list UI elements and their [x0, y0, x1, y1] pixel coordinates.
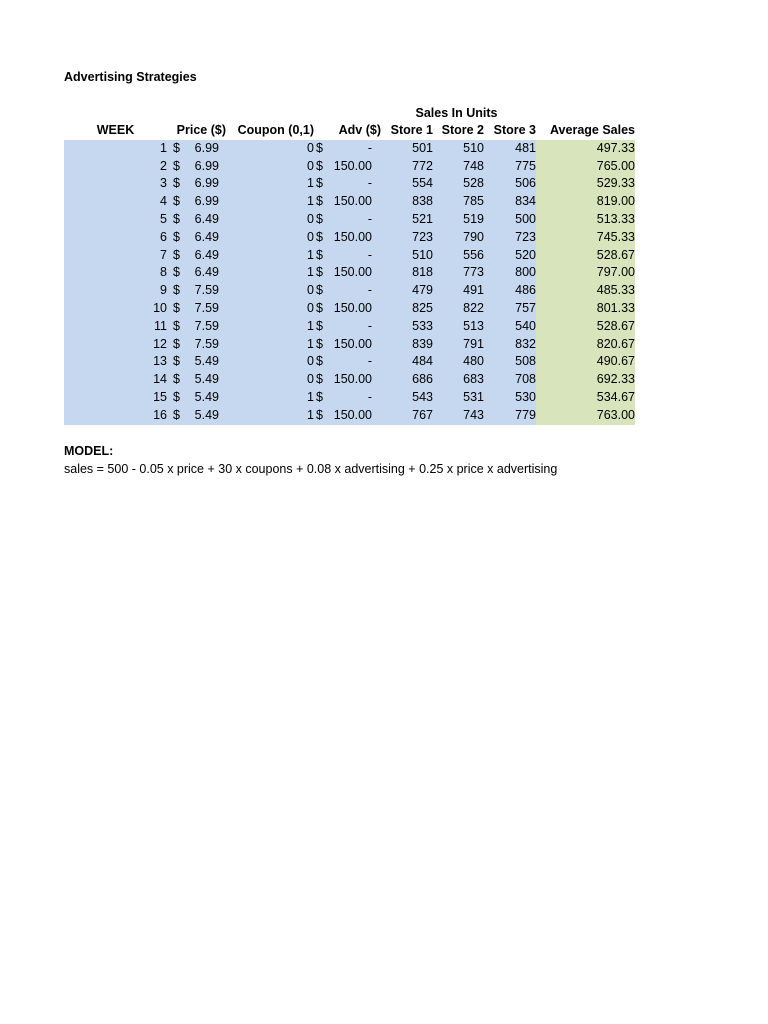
- store-3-cell[interactable]: 520: [484, 247, 536, 265]
- price-cell[interactable]: [167, 389, 226, 407]
- price-cell[interactable]: [167, 371, 226, 389]
- average-sales-cell[interactable]: 801.33: [536, 300, 635, 318]
- store-2-cell[interactable]: 531: [433, 389, 484, 407]
- store-3-cell[interactable]: 832: [484, 336, 536, 354]
- store-2-cell[interactable]: 785: [433, 193, 484, 211]
- store-2-cell[interactable]: 791: [433, 336, 484, 354]
- currency-symbol: $: [316, 300, 323, 315]
- average-sales-cell[interactable]: 534.67: [536, 389, 635, 407]
- adv-cell-value: -: [367, 354, 372, 369]
- adv-cell[interactable]: [314, 247, 381, 265]
- currency-symbol: $: [316, 247, 323, 262]
- store-1-cell[interactable]: 723: [381, 229, 433, 247]
- table-row: [64, 282, 635, 300]
- average-sales-cell[interactable]: 797.00: [536, 264, 635, 282]
- adv-cell[interactable]: [314, 193, 381, 211]
- week-cell[interactable]: 6: [64, 229, 167, 247]
- price-cell[interactable]: [167, 211, 226, 229]
- table-row: [64, 407, 635, 425]
- average-sales-cell[interactable]: 485.33: [536, 282, 635, 300]
- currency-symbol: $: [173, 336, 180, 351]
- store-3-cell[interactable]: 834: [484, 193, 536, 211]
- table-body: [64, 140, 635, 425]
- currency-symbol: $: [316, 140, 323, 155]
- coupon-cell[interactable]: 0: [226, 158, 314, 176]
- coupon-cell[interactable]: 1: [226, 247, 314, 265]
- average-sales-cell[interactable]: 490.67: [536, 353, 635, 371]
- store-2-cell[interactable]: 683: [433, 371, 484, 389]
- price-cell-value: 6.49: [194, 265, 219, 280]
- price-cell-value: 5.49: [194, 354, 219, 369]
- sales-in-units-header: Sales In Units: [415, 106, 498, 120]
- store-2-cell[interactable]: 743: [433, 407, 484, 425]
- store-2-cell[interactable]: 748: [433, 158, 484, 176]
- store-2-cell[interactable]: 822: [433, 300, 484, 318]
- store-1-cell[interactable]: 839: [381, 336, 433, 354]
- coupon-cell[interactable]: 1: [226, 407, 314, 425]
- store-2-cell[interactable]: 790: [433, 229, 484, 247]
- store-1-cell[interactable]: 825: [381, 300, 433, 318]
- currency-symbol: $: [316, 354, 323, 369]
- price-cell-value: 7.59: [194, 336, 219, 351]
- adv-cell-value: -: [367, 211, 372, 226]
- store-3-cell[interactable]: 506: [484, 175, 536, 193]
- column-header-store-1[interactable]: Store 1: [381, 122, 433, 140]
- week-cell[interactable]: 3: [64, 175, 167, 193]
- table-row: [64, 158, 635, 176]
- currency-symbol: $: [173, 247, 180, 262]
- column-header-price[interactable]: Price ($): [167, 122, 226, 140]
- average-sales-cell[interactable]: 819.00: [536, 193, 635, 211]
- week-cell[interactable]: 7: [64, 247, 167, 265]
- advertising-table: [64, 122, 635, 425]
- average-sales-cell[interactable]: 529.33: [536, 175, 635, 193]
- currency-symbol: $: [316, 194, 323, 209]
- sheet-title: Advertising Strategies: [64, 70, 197, 84]
- average-sales-cell[interactable]: 745.33: [536, 229, 635, 247]
- price-cell[interactable]: [167, 353, 226, 371]
- store-1-cell[interactable]: 479: [381, 282, 433, 300]
- store-2-cell[interactable]: 528: [433, 175, 484, 193]
- adv-cell-value: -: [367, 140, 372, 155]
- store-3-cell[interactable]: 540: [484, 318, 536, 336]
- table-row: [64, 247, 635, 265]
- price-cell-value: 7.59: [194, 283, 219, 298]
- adv-cell[interactable]: [314, 140, 381, 158]
- price-cell[interactable]: [167, 193, 226, 211]
- currency-symbol: $: [173, 176, 180, 191]
- table-row: [64, 211, 635, 229]
- table-row: [64, 389, 635, 407]
- price-cell[interactable]: [167, 264, 226, 282]
- adv-cell[interactable]: [314, 175, 381, 193]
- coupon-cell[interactable]: 0: [226, 282, 314, 300]
- column-header-average-sales[interactable]: Average Sales: [536, 122, 635, 140]
- price-cell[interactable]: [167, 282, 226, 300]
- adv-cell-value: -: [367, 247, 372, 262]
- currency-symbol: $: [316, 336, 323, 351]
- coupon-cell[interactable]: 0: [226, 229, 314, 247]
- average-sales-cell[interactable]: 692.33: [536, 371, 635, 389]
- table-row: [64, 371, 635, 389]
- price-cell[interactable]: [167, 407, 226, 425]
- average-sales-cell[interactable]: 513.33: [536, 211, 635, 229]
- adv-cell[interactable]: [314, 336, 381, 354]
- week-cell[interactable]: 15: [64, 389, 167, 407]
- adv-cell[interactable]: [314, 407, 381, 425]
- store-3-cell[interactable]: 775: [484, 158, 536, 176]
- table-row: [64, 193, 635, 211]
- store-3-cell[interactable]: 757: [484, 300, 536, 318]
- week-cell[interactable]: 1: [64, 140, 167, 158]
- model-equation: sales = 500 - 0.05 x price + 30 x coupons + 0.08 x advertising + 0.25 x price x advertising: [64, 462, 558, 476]
- store-3-cell[interactable]: 500: [484, 211, 536, 229]
- store-3-cell[interactable]: 779: [484, 407, 536, 425]
- adv-cell-value: 150.00: [333, 265, 372, 280]
- currency-symbol: $: [173, 229, 180, 244]
- store-1-cell[interactable]: 510: [381, 247, 433, 265]
- adv-cell-value: 150.00: [333, 158, 372, 173]
- table-row: [64, 229, 635, 247]
- price-cell[interactable]: [167, 175, 226, 193]
- week-cell[interactable]: 4: [64, 193, 167, 211]
- week-cell[interactable]: 9: [64, 282, 167, 300]
- week-cell[interactable]: 12: [64, 336, 167, 354]
- average-sales-cell[interactable]: 765.00: [536, 158, 635, 176]
- store-3-cell[interactable]: 708: [484, 371, 536, 389]
- price-cell-value: 6.49: [194, 247, 219, 262]
- coupon-cell[interactable]: 1: [226, 264, 314, 282]
- store-1-cell[interactable]: 484: [381, 353, 433, 371]
- week-cell[interactable]: 14: [64, 371, 167, 389]
- currency-symbol: $: [316, 229, 323, 244]
- store-1-cell[interactable]: 521: [381, 211, 433, 229]
- store-3-cell[interactable]: 486: [484, 282, 536, 300]
- table-row: [64, 264, 635, 282]
- currency-symbol: $: [316, 283, 323, 298]
- store-2-cell[interactable]: 773: [433, 264, 484, 282]
- currency-symbol: $: [173, 158, 180, 173]
- price-cell-value: 7.59: [194, 318, 219, 333]
- store-1-cell[interactable]: 767: [381, 407, 433, 425]
- price-cell-value: 6.99: [194, 194, 219, 209]
- store-2-cell[interactable]: 519: [433, 211, 484, 229]
- week-cell[interactable]: 2: [64, 158, 167, 176]
- adv-cell[interactable]: [314, 353, 381, 371]
- currency-symbol: $: [316, 265, 323, 280]
- adv-cell[interactable]: [314, 158, 381, 176]
- store-1-cell[interactable]: 686: [381, 371, 433, 389]
- store-2-cell[interactable]: 513: [433, 318, 484, 336]
- price-cell-value: 7.59: [194, 300, 219, 315]
- average-sales-cell[interactable]: 763.00: [536, 407, 635, 425]
- adv-cell-value: 150.00: [333, 300, 372, 315]
- store-1-cell[interactable]: 772: [381, 158, 433, 176]
- week-cell[interactable]: 10: [64, 300, 167, 318]
- currency-symbol: $: [173, 318, 180, 333]
- adv-cell-value: 150.00: [333, 372, 372, 387]
- adv-cell[interactable]: [314, 318, 381, 336]
- price-cell-value: 6.99: [194, 158, 219, 173]
- column-header-week[interactable]: WEEK: [64, 122, 167, 140]
- column-header-store-3[interactable]: Store 3: [484, 122, 536, 140]
- store-2-cell[interactable]: 491: [433, 282, 484, 300]
- store-1-cell[interactable]: 501: [381, 140, 433, 158]
- adv-cell-value: 150.00: [333, 229, 372, 244]
- currency-symbol: $: [316, 176, 323, 191]
- price-cell[interactable]: [167, 247, 226, 265]
- coupon-cell[interactable]: 1: [226, 175, 314, 193]
- table-row: [64, 353, 635, 371]
- price-cell-value: 6.49: [194, 229, 219, 244]
- coupon-cell[interactable]: 1: [226, 193, 314, 211]
- table-row: [64, 300, 635, 318]
- store-1-cell[interactable]: 818: [381, 264, 433, 282]
- adv-cell-value: -: [367, 389, 372, 404]
- adv-cell[interactable]: [314, 300, 381, 318]
- currency-symbol: $: [173, 140, 180, 155]
- week-cell[interactable]: 16: [64, 407, 167, 425]
- store-2-cell[interactable]: 510: [433, 140, 484, 158]
- table-row: [64, 318, 635, 336]
- currency-symbol: $: [316, 318, 323, 333]
- store-1-cell[interactable]: 838: [381, 193, 433, 211]
- price-cell-value: 5.49: [194, 407, 219, 422]
- price-cell[interactable]: [167, 158, 226, 176]
- price-cell[interactable]: [167, 300, 226, 318]
- average-sales-cell[interactable]: 528.67: [536, 318, 635, 336]
- price-cell[interactable]: [167, 229, 226, 247]
- currency-symbol: $: [173, 389, 180, 404]
- coupon-cell[interactable]: 1: [226, 336, 314, 354]
- store-1-cell[interactable]: 533: [381, 318, 433, 336]
- currency-symbol: $: [173, 372, 180, 387]
- currency-symbol: $: [316, 389, 323, 404]
- coupon-cell[interactable]: 0: [226, 371, 314, 389]
- column-header-store-2[interactable]: Store 2: [433, 122, 484, 140]
- week-cell[interactable]: 11: [64, 318, 167, 336]
- average-sales-cell[interactable]: 528.67: [536, 247, 635, 265]
- store-3-cell[interactable]: 508: [484, 353, 536, 371]
- table-row: [64, 336, 635, 354]
- currency-symbol: $: [173, 194, 180, 209]
- week-cell[interactable]: 13: [64, 353, 167, 371]
- coupon-cell[interactable]: 1: [226, 318, 314, 336]
- column-header-adv[interactable]: Adv ($): [314, 122, 381, 140]
- table-header-row: [64, 122, 635, 140]
- adv-cell-value: 150.00: [333, 407, 372, 422]
- adv-cell[interactable]: [314, 389, 381, 407]
- store-3-cell[interactable]: 530: [484, 389, 536, 407]
- currency-symbol: $: [316, 407, 323, 422]
- adv-cell-value: -: [367, 176, 372, 191]
- adv-cell-value: -: [367, 283, 372, 298]
- store-3-cell[interactable]: 723: [484, 229, 536, 247]
- price-cell-value: 5.49: [194, 372, 219, 387]
- store-1-cell[interactable]: 554: [381, 175, 433, 193]
- coupon-cell[interactable]: 1: [226, 389, 314, 407]
- week-cell[interactable]: 5: [64, 211, 167, 229]
- store-2-cell[interactable]: 480: [433, 353, 484, 371]
- adv-cell-value: -: [367, 318, 372, 333]
- currency-symbol: $: [173, 354, 180, 369]
- adv-cell-value: 150.00: [333, 194, 372, 209]
- coupon-cell[interactable]: 0: [226, 300, 314, 318]
- adv-cell[interactable]: [314, 282, 381, 300]
- average-sales-cell[interactable]: 497.33: [536, 140, 635, 158]
- price-cell-value: 6.49: [194, 211, 219, 226]
- table-row: [64, 175, 635, 193]
- adv-cell-value: 150.00: [333, 336, 372, 351]
- adv-cell[interactable]: [314, 264, 381, 282]
- coupon-cell[interactable]: 0: [226, 140, 314, 158]
- price-cell-value: 5.49: [194, 389, 219, 404]
- store-2-cell[interactable]: 556: [433, 247, 484, 265]
- price-cell-value: 6.99: [194, 176, 219, 191]
- price-cell[interactable]: [167, 140, 226, 158]
- store-1-cell[interactable]: 543: [381, 389, 433, 407]
- price-cell[interactable]: [167, 336, 226, 354]
- store-3-cell[interactable]: 800: [484, 264, 536, 282]
- currency-symbol: $: [173, 300, 180, 315]
- currency-symbol: $: [173, 283, 180, 298]
- table-row: [64, 140, 635, 158]
- currency-symbol: $: [173, 211, 180, 226]
- coupon-cell[interactable]: 0: [226, 353, 314, 371]
- adv-cell[interactable]: [314, 211, 381, 229]
- price-cell-value: 6.99: [194, 140, 219, 155]
- currency-symbol: $: [316, 158, 323, 173]
- price-cell[interactable]: [167, 318, 226, 336]
- coupon-cell[interactable]: 0: [226, 211, 314, 229]
- adv-cell[interactable]: [314, 371, 381, 389]
- currency-symbol: $: [173, 407, 180, 422]
- currency-symbol: $: [316, 372, 323, 387]
- week-cell[interactable]: 8: [64, 264, 167, 282]
- model-label: MODEL:: [64, 444, 114, 458]
- column-header-coupon[interactable]: Coupon (0,1): [226, 122, 314, 140]
- average-sales-cell[interactable]: 820.67: [536, 336, 635, 354]
- currency-symbol: $: [173, 265, 180, 280]
- adv-cell[interactable]: [314, 229, 381, 247]
- store-3-cell[interactable]: 481: [484, 140, 536, 158]
- currency-symbol: $: [316, 211, 323, 226]
